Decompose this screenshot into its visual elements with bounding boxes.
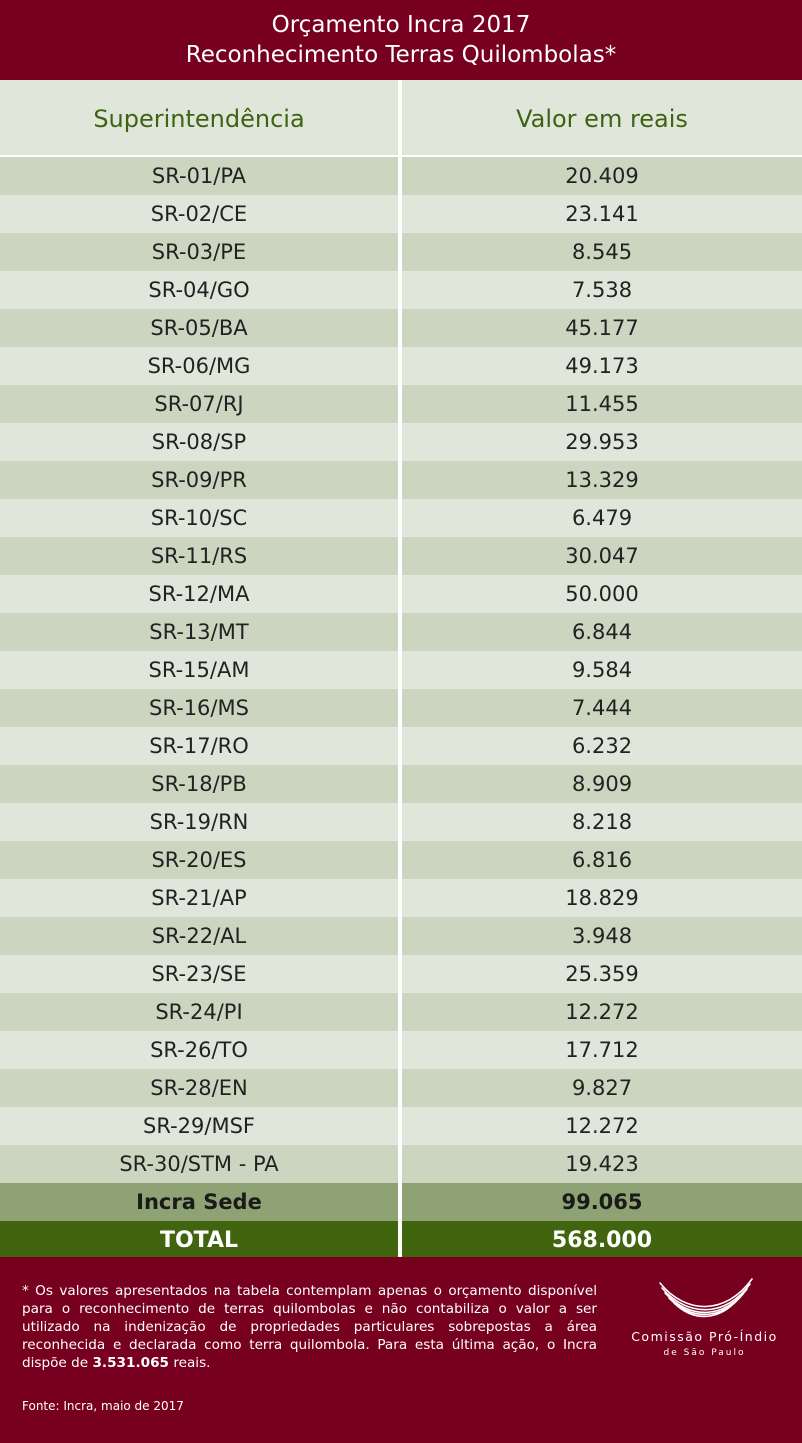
superintendencia-cell: SR-13/MT xyxy=(0,613,398,651)
superintendencia-cell: SR-23/SE xyxy=(0,955,398,993)
sede-label: Incra Sede xyxy=(0,1183,398,1221)
footer xyxy=(0,1257,802,1443)
table-row xyxy=(0,461,802,499)
table-row xyxy=(0,157,802,195)
valor-cell: 7.444 xyxy=(402,689,802,727)
total-value: 568.000 xyxy=(402,1221,802,1259)
table-row xyxy=(0,689,802,727)
valor-cell: 8.545 xyxy=(402,233,802,271)
source-note: Fonte: Incra, maio de 2017 xyxy=(22,1399,184,1413)
superintendencia-cell: SR-28/EN xyxy=(0,1069,398,1107)
curved-lines-logo-icon xyxy=(656,1275,756,1323)
total-row xyxy=(0,1221,802,1259)
superintendencia-cell: SR-16/MS xyxy=(0,689,398,727)
table-row xyxy=(0,575,802,613)
valor-cell: 9.584 xyxy=(402,651,802,689)
table-row xyxy=(0,537,802,575)
valor-cell: 11.455 xyxy=(402,385,802,423)
valor-cell: 19.423 xyxy=(402,1145,802,1183)
superintendencia-cell: SR-04/GO xyxy=(0,271,398,309)
table-row xyxy=(0,233,802,271)
superintendencia-cell: SR-02/CE xyxy=(0,195,398,233)
valor-cell: 49.173 xyxy=(402,347,802,385)
superintendencia-cell: SR-26/TO xyxy=(0,1031,398,1069)
table-row xyxy=(0,1145,802,1183)
budget-table xyxy=(0,80,802,1259)
title-banner xyxy=(0,0,802,80)
valor-cell: 45.177 xyxy=(402,309,802,347)
valor-cell: 6.816 xyxy=(402,841,802,879)
table-row xyxy=(0,347,802,385)
table-row xyxy=(0,955,802,993)
valor-cell: 17.712 xyxy=(402,1031,802,1069)
valor-cell: 6.844 xyxy=(402,613,802,651)
table-row xyxy=(0,1069,802,1107)
table-row xyxy=(0,993,802,1031)
sede-row xyxy=(0,1183,802,1221)
title-line-2: Reconhecimento Terras Quilombolas* xyxy=(185,42,617,68)
superintendencia-cell: SR-10/SC xyxy=(0,499,398,537)
valor-cell: 6.232 xyxy=(402,727,802,765)
footnote-text: * Os valores apresentados na tabela contemplam apenas o orçamento disponível para o reconhecimento de terras quilombolas e não contabiliza o valor a ser utilizado na indenização de propriedades particulares sobrepostas a área reconhecida e declarada como terra quilombola. Para esta última ação, o Incra dispõe de xyxy=(22,1283,597,1371)
logo-name: Comissão Pró-Índio xyxy=(631,1329,778,1344)
valor-cell: 50.000 xyxy=(402,575,802,613)
valor-cell: 8.218 xyxy=(402,803,802,841)
logo-subtitle: de São Paulo xyxy=(663,1348,746,1358)
superintendencia-cell: SR-30/STM - PA xyxy=(0,1145,398,1183)
title-line-1: Orçamento Incra 2017 xyxy=(271,12,531,38)
logo xyxy=(612,1275,797,1365)
table-row xyxy=(0,765,802,803)
superintendencia-cell: SR-03/PE xyxy=(0,233,398,271)
table-row xyxy=(0,651,802,689)
column-header-valor: Valor em reais xyxy=(402,80,802,155)
table-row xyxy=(0,1107,802,1145)
valor-cell: 18.829 xyxy=(402,879,802,917)
table-row xyxy=(0,879,802,917)
valor-cell: 8.909 xyxy=(402,765,802,803)
valor-cell: 9.827 xyxy=(402,1069,802,1107)
table-body xyxy=(0,157,802,1183)
table-row xyxy=(0,195,802,233)
superintendencia-cell: SR-22/AL xyxy=(0,917,398,955)
column-header-superintendencia: Superintendência xyxy=(0,80,398,155)
superintendencia-cell: SR-15/AM xyxy=(0,651,398,689)
table-row xyxy=(0,841,802,879)
superintendencia-cell: SR-12/MA xyxy=(0,575,398,613)
superintendencia-cell: SR-21/AP xyxy=(0,879,398,917)
superintendencia-cell: SR-11/RS xyxy=(0,537,398,575)
valor-cell: 25.359 xyxy=(402,955,802,993)
table-row xyxy=(0,803,802,841)
superintendencia-cell: SR-29/MSF xyxy=(0,1107,398,1145)
table-row xyxy=(0,613,802,651)
table-row xyxy=(0,385,802,423)
superintendencia-cell: SR-17/RO xyxy=(0,727,398,765)
valor-cell: 29.953 xyxy=(402,423,802,461)
valor-cell: 7.538 xyxy=(402,271,802,309)
superintendencia-cell: SR-01/PA xyxy=(0,157,398,195)
superintendencia-cell: SR-09/PR xyxy=(0,461,398,499)
valor-cell: 23.141 xyxy=(402,195,802,233)
table-row xyxy=(0,271,802,309)
valor-cell: 6.479 xyxy=(402,499,802,537)
superintendencia-cell: SR-24/PI xyxy=(0,993,398,1031)
footnote-amount: 3.531.065 xyxy=(92,1355,169,1371)
superintendencia-cell: SR-05/BA xyxy=(0,309,398,347)
superintendencia-cell: SR-20/ES xyxy=(0,841,398,879)
table-row xyxy=(0,727,802,765)
footnote-end: reais. xyxy=(169,1355,211,1371)
table-row xyxy=(0,499,802,537)
valor-cell: 20.409 xyxy=(402,157,802,195)
superintendencia-cell: SR-07/RJ xyxy=(0,385,398,423)
footnote xyxy=(22,1282,597,1372)
valor-cell: 3.948 xyxy=(402,917,802,955)
table-row xyxy=(0,423,802,461)
total-label: TOTAL xyxy=(0,1221,398,1259)
superintendencia-cell: SR-08/SP xyxy=(0,423,398,461)
valor-cell: 30.047 xyxy=(402,537,802,575)
superintendencia-cell: SR-18/PB xyxy=(0,765,398,803)
valor-cell: 12.272 xyxy=(402,993,802,1031)
superintendencia-cell: SR-19/RN xyxy=(0,803,398,841)
valor-cell: 12.272 xyxy=(402,1107,802,1145)
table-row xyxy=(0,1031,802,1069)
valor-cell: 13.329 xyxy=(402,461,802,499)
superintendencia-cell: SR-06/MG xyxy=(0,347,398,385)
sede-value: 99.065 xyxy=(402,1183,802,1221)
table-header-row xyxy=(0,80,802,157)
table-row xyxy=(0,917,802,955)
table-row xyxy=(0,309,802,347)
